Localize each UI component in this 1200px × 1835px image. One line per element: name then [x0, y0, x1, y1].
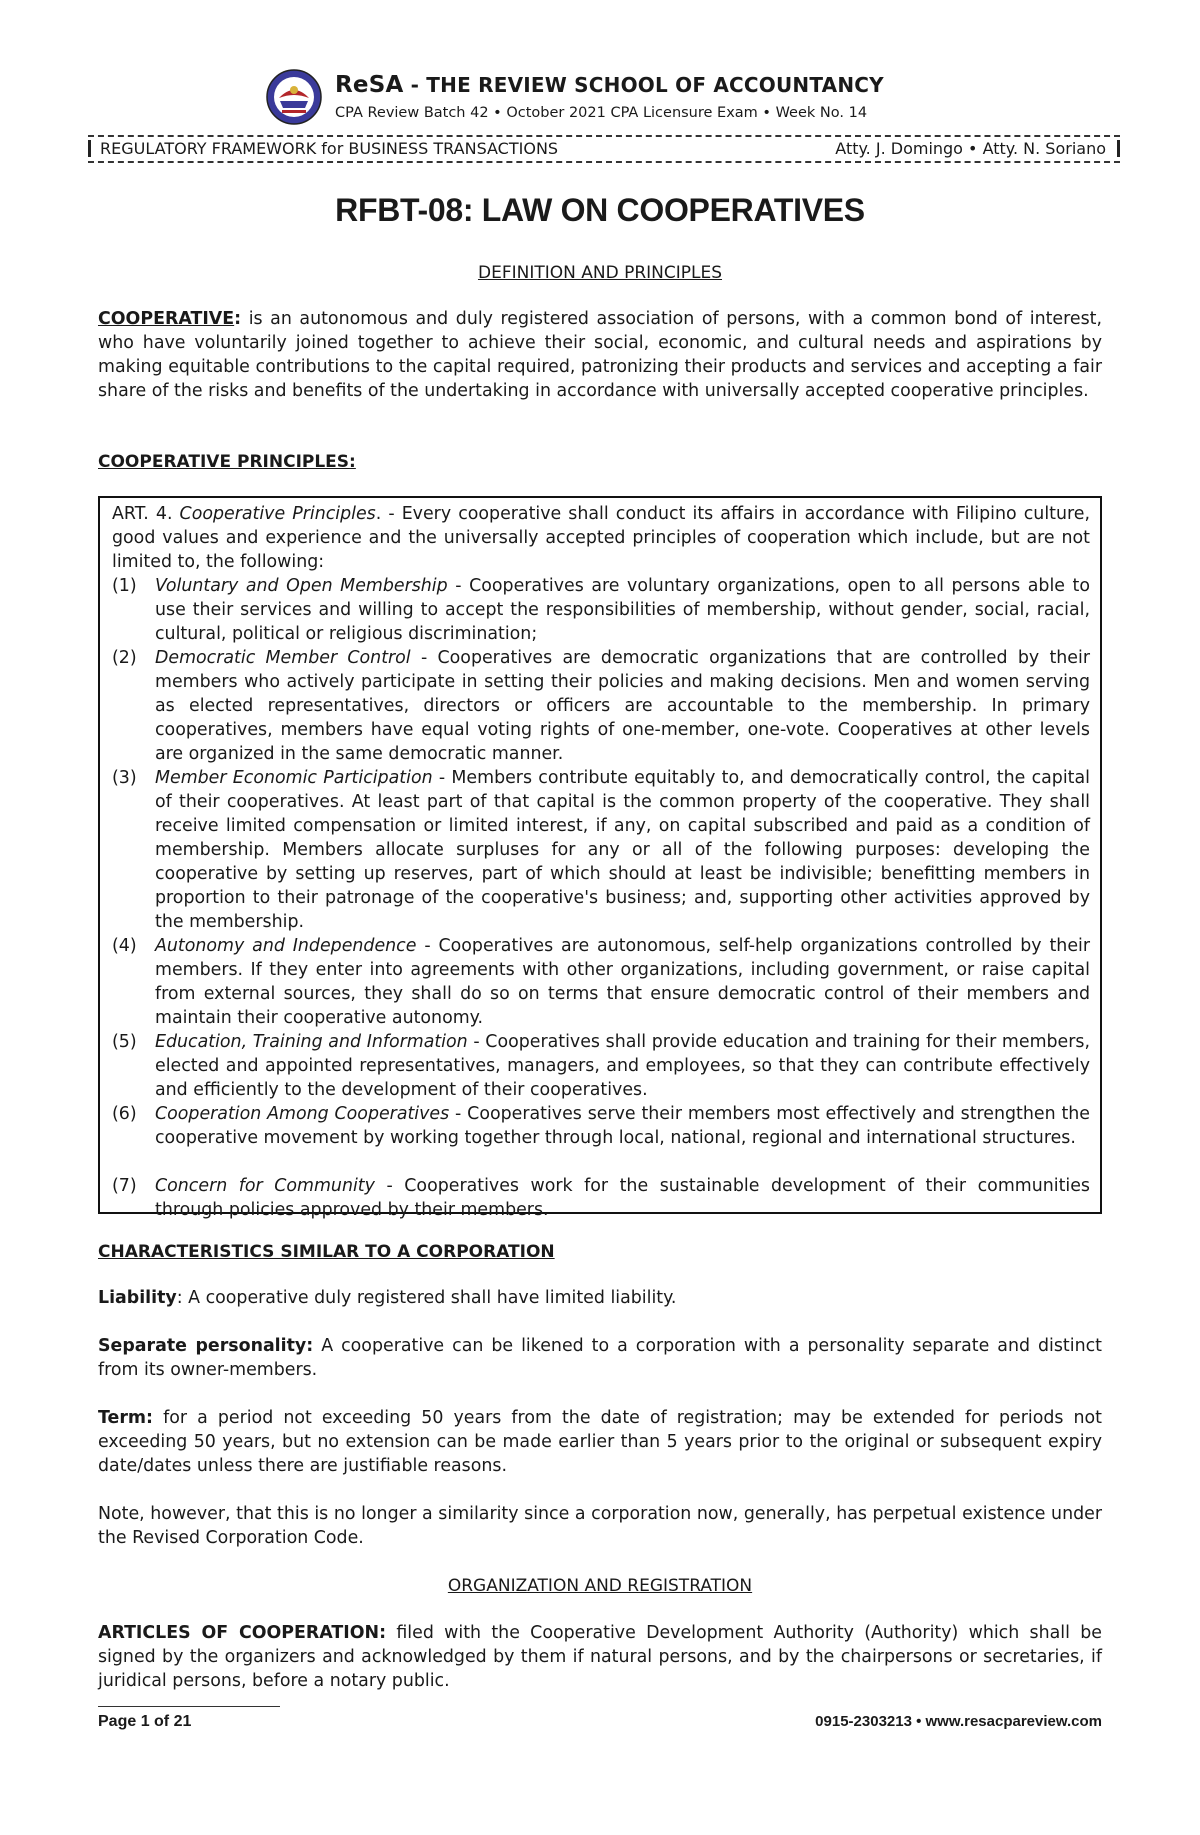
lecturers: Atty. J. Domingo • Atty. N. Soriano: [835, 139, 1106, 158]
batch-line: CPA Review Batch 42 • October 2021 CPA Licensure Exam • Week No. 14: [335, 105, 868, 121]
principles-label: COOPERATIVE PRINCIPLES:: [98, 452, 356, 472]
page-title: RFBT-08: LAW ON COOPERATIVES: [335, 192, 865, 228]
separate-personality-paragraph: Separate personality: A cooperative can be likened to a corporation with a personality separate and distinct from its owner-members.: [98, 1336, 1102, 1380]
footer-rule: [98, 1706, 280, 1707]
section-heading-organization: ORGANIZATION AND REGISTRATION: [447, 1576, 753, 1596]
header: [265, 68, 985, 128]
subject-title: REGULATORY FRAMEWORK for BUSINESS TRANSACTIONS: [100, 139, 559, 158]
school-name: ReSA - THE REVIEW SCHOOL OF ACCOUNTANCY: [335, 72, 884, 98]
cooperative-definition: COOPERATIVE: is an autonomous and duly registered association of persons, with a common bond of interest, who have voluntarily joined together to achieve their social, economic, and cultural needs and aspirations by making equitable contributions to the capital required, patronizing their products and services and accepting a fair share of the risks and benefits of the undertaking in accordance with universally accepted cooperative principles.: [98, 309, 1102, 401]
note-paragraph: Note, however, that this is no longer a similarity since a corporation now, generally, has perpetual existence under the Revised Corporation Code.: [98, 1504, 1102, 1548]
article-4-box: ART. 4. Cooperative Principles. - Every cooperative shall conduct its affairs in accordance with Filipino culture, good values and experience and the universally accepted principles of cooperation which include, but are not limited to, the following: (1) Voluntary and Open Membership - Cooperatives are voluntary organizations, open to all persons able to use their services and willing to accept the responsibilities of membership, without gender, social, racial, cultural, political or religious discrimination; (2) Democratic Member Control - Cooperatives are democratic organizations that are controlled by their members who actively participate in setting their policies and making decisions. Men and women serving as elected representatives, directors or officers are accountable to the membership. In primary cooperatives, members have equal voting rights of one-member, one-vote. Cooperatives at other levels are organized in the same democratic manner. (3) Member Economic Participation - Members contribute equitably to, and democratically control, the capital of their cooperatives. At least part of that capital is the common property of the cooperative. They shall receive limited compensation or limited interest, if any, on capital subscribed and paid as a condition of membership. Members allocate surpluses for any or all of the following purposes: developing the cooperative by setting up reserves, part of which should at least be indivisible; benefitting members in proportion to their patronage of the cooperative's business; and, supporting other activities approved by the membership. (4) Autonomy and Independence - Cooperatives are autonomous, self-help organizations controlled by their members. If they enter into agreements with other organizations, including government, or raise capital from external sources, they shall do so on terms that ensure democratic control of their members and maintain their cooperative autonomy. (5) Education, Training and Information - Cooperatives shall provide education and training for their members, elected and appointed representatives, managers, and employees, so that they can contribute effectively and efficiently to the development of their cooperatives. (6) Cooperation Among Cooperatives - Cooperatives serve their members most effectively and strengthen the cooperative movement by working together through local, national, regional and international structures. (7) Concern for Community - Cooperatives work for the sustainable development of their communities through policies approved by their members.: [98, 496, 1102, 1214]
section-heading-characteristics: CHARACTERISTICS SIMILAR TO A CORPORATION: [98, 1242, 555, 1262]
article-4-intro: ART. 4. Cooperative Principles. - Every cooperative shall conduct its affairs in accordance with Filipino culture, good values and experience and the universally accepted principles of cooperation which include, but are not limited to, the following:: [112, 504, 1090, 572]
resa-logo-icon: [265, 68, 323, 126]
page-number: Page 1 of 21: [98, 1713, 192, 1730]
subject-ribbon: [88, 135, 1120, 163]
footer-contact: 0915-2303213 • www.resacpareview.com: [815, 1713, 1102, 1730]
articles-paragraph: ARTICLES OF COOPERATION: filed with the Cooperative Development Authority (Authority) which shall be signed by the organizers and acknowledged by them if natural persons, and by the chairpersons or secretaries, if juridical persons, before a notary public.: [98, 1623, 1102, 1691]
liability-paragraph: Liability: A cooperative duly registered shall have limited liability.: [98, 1288, 677, 1308]
section-heading-definition: DEFINITION AND PRINCIPLES: [477, 263, 723, 283]
term-paragraph: Term: for a period not exceeding 50 years from the date of registration; may be extended for periods not exceeding 50 years, but no extension can be made earlier than 5 years prior to the original or subsequent expiry date/dates unless there are justifiable reasons.: [98, 1408, 1102, 1476]
